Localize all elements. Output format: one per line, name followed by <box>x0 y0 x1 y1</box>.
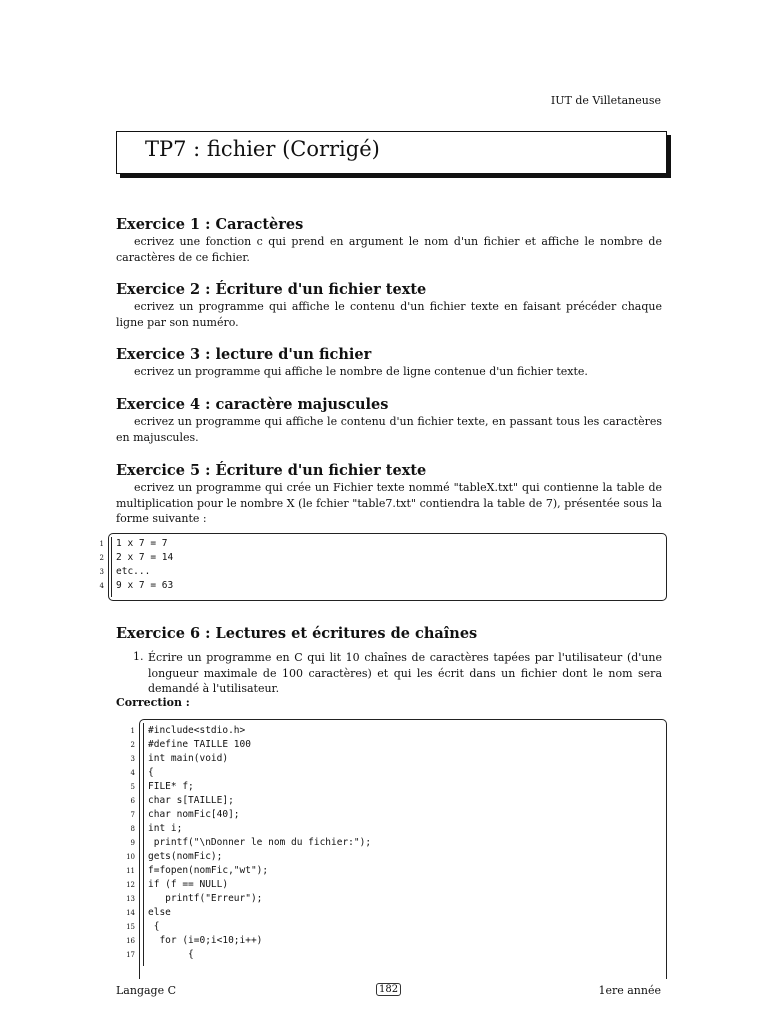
correction-line-number: 3 <box>130 755 135 763</box>
correction-code-line: { <box>148 949 194 960</box>
correction-code-line: char nomFic[40]; <box>148 809 240 820</box>
exercise-2-title: Exercice 2 : Écriture d'un fichier texte <box>116 281 427 298</box>
exercise-5-title: Exercice 5 : Écriture d'un fichier texte <box>116 462 427 479</box>
example-code-line: 9 x 7 = 63 <box>116 580 174 591</box>
correction-line-number: 7 <box>130 811 135 819</box>
correction-code-gutter <box>143 723 144 966</box>
correction-code-line: { <box>148 767 154 778</box>
exercise-3-body: ecrivez un programme qui affiche le nombre de ligne contenue d'un fichier texte. <box>134 365 588 378</box>
exercise-6-title: Exercice 6 : Lectures et écritures de chaînes <box>116 625 478 642</box>
correction-line-number: 8 <box>130 825 135 833</box>
correction-line-number: 15 <box>126 923 135 931</box>
exercise-4-body: ecrivez un programme qui affiche le contenu d'un fichier texte, en passant tous les caractères en majuscules. <box>116 415 662 444</box>
correction-code-line: gets(nomFic); <box>148 851 223 862</box>
correction-code-line: printf("\nDonner le nom du fichier:"); <box>148 837 372 848</box>
exercise-2-body: ecrivez un programme qui affiche le contenu d'un fichier texte en faisant précéder chaque ligne par son numéro. <box>116 300 662 329</box>
exercise-3-title: Exercice 3 : lecture d'un fichier <box>116 346 372 363</box>
correction-code-line: f=fopen(nomFic,"wt"); <box>148 865 269 876</box>
correction-line-number: 6 <box>130 797 135 805</box>
example-code-line: 2 x 7 = 14 <box>116 552 174 563</box>
footer-course: Langage C <box>116 984 177 997</box>
exercise-5-body: ecrivez un programme qui crée un Fichier texte nommé "tableX.txt" qui contienne la table de multiplication pour le nombre X (le fchier "table7.txt" contiendra la table de 7), présentée sous la forme suivante : <box>116 481 662 525</box>
correction-label: Correction : <box>116 696 190 709</box>
correction-code-line: int main(void) <box>148 753 229 764</box>
exercise-6-item-text: Écrire un programme en C qui lit 10 chaînes de caractères tapées par l'utilisateur (d'une longueur maximale de 100 caractères) et qui les écrit dans un fichier dont le nom sera demandé à l'utilisateur. <box>148 651 662 695</box>
correction-line-number: 4 <box>130 769 135 777</box>
exercise-1-title: Exercice 1 : Caractères <box>116 216 304 233</box>
example-code-gutter <box>111 537 112 597</box>
correction-code-line: char s[TAILLE]; <box>148 795 234 806</box>
correction-code-line: int i; <box>148 823 183 834</box>
correction-line-number: 2 <box>130 741 135 749</box>
footer-year: 1ere année <box>598 984 661 997</box>
example-code-box <box>108 533 667 601</box>
correction-line-number: 11 <box>126 867 135 875</box>
correction-line-number: 13 <box>126 895 135 903</box>
correction-line-number: 17 <box>126 951 135 959</box>
correction-code-line: { <box>148 921 160 932</box>
page-title: TP7 : fichier (Corrigé) <box>145 137 380 161</box>
correction-line-number: 16 <box>126 937 135 945</box>
correction-code-line: else <box>148 907 171 918</box>
title-box <box>116 131 667 174</box>
example-code-line: etc... <box>116 566 151 577</box>
example-line-number: 2 <box>99 554 104 562</box>
correction-line-number: 1 <box>130 727 135 735</box>
correction-code-line: #include<stdio.h> <box>148 725 246 736</box>
example-line-number: 3 <box>99 568 104 576</box>
correction-code-line: for (i=0;i<10;i++) <box>148 935 263 946</box>
correction-line-number: 9 <box>130 839 135 847</box>
correction-line-number: 10 <box>126 853 135 861</box>
correction-code-line: FILE* f; <box>148 781 194 792</box>
correction-code-line: printf("Erreur"); <box>148 893 263 904</box>
institution-header: IUT de Villetaneuse <box>550 94 661 107</box>
list-item-number: 1. <box>133 650 144 663</box>
example-line-number: 4 <box>99 582 104 590</box>
correction-code-line: #define TAILLE 100 <box>148 739 251 750</box>
example-line-number: 1 <box>99 540 104 548</box>
correction-line-number: 5 <box>130 783 135 791</box>
correction-line-number: 12 <box>126 881 135 889</box>
page-number: 182 <box>376 983 401 996</box>
example-code-line: 1 x 7 = 7 <box>116 538 168 549</box>
exercise-4-title: Exercice 4 : caractère majuscules <box>116 396 389 413</box>
correction-line-number: 14 <box>126 909 135 917</box>
correction-code-line: if (f == NULL) <box>148 879 229 890</box>
exercise-1-body: ecrivez une fonction c qui prend en argument le nom d'un fichier et affiche le nombre de caractères de ce fichier. <box>116 235 662 264</box>
